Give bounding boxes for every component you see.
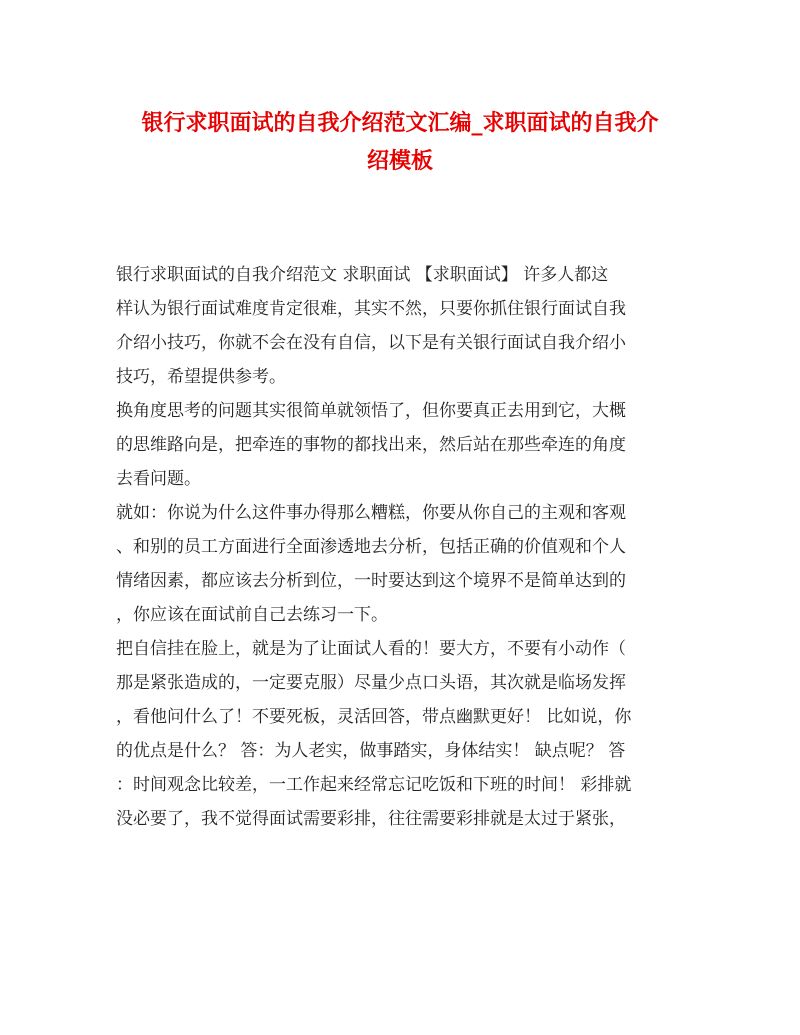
paragraph-line: ，看他问什么了！不要死板，灵活回答，带点幽默更好！ 比如说，你 bbox=[116, 707, 632, 727]
paragraph-line: 银行求职面试的自我介绍范文 求职面试 【求职面试】 许多人都这 bbox=[116, 265, 609, 285]
document-body bbox=[116, 258, 686, 836]
paragraph bbox=[116, 394, 686, 496]
paragraph bbox=[116, 632, 686, 836]
paragraph-line: 换角度思考的问题其实很简单就领悟了，但你要真正去用到它，大概 bbox=[116, 401, 626, 421]
title-line: 银行求职面试的自我介绍范文汇编_求职面试的自我介 bbox=[141, 110, 659, 136]
paragraph-line: 技巧，希望提供参考。 bbox=[116, 367, 286, 387]
paragraph-line: 情绪因素，都应该去分析到位，一时要达到这个境界不是简单达到的 bbox=[116, 571, 626, 591]
paragraph-line: ：时间观念比较差，一工作起来经常忘记吃饭和下班的时间！ 彩排就 bbox=[116, 775, 632, 795]
paragraph-line: 那是紧张造成的，一定要克服）尽量少点口头语，其次就是临场发挥 bbox=[116, 673, 626, 693]
paragraph-line: 去看问题。 bbox=[116, 469, 201, 489]
paragraph-line: 的思维路向是，把牵连的事物的都找出来，然后站在那些牵连的角度 bbox=[116, 435, 626, 455]
paragraph-line: 就如：你说为什么这件事办得那么糟糕，你要从你自己的主观和客观 bbox=[116, 503, 626, 523]
paragraph-line: 样认为银行面试难度肯定很难，其实不然，只要你抓住银行面试自我 bbox=[116, 299, 626, 319]
paragraph-line: 介绍小技巧，你就不会在没有自信，以下是有关银行面试自我介绍小 bbox=[116, 333, 626, 353]
paragraph-line: 把自信挂在脸上，就是为了让面试人看的！要大方，不要有小动作（ bbox=[116, 639, 626, 659]
document-title bbox=[100, 104, 700, 180]
paragraph-line: 的优点是什么？ 答：为人老实，做事踏实，身体结实！ 缺点呢？ 答 bbox=[116, 741, 626, 761]
paragraph bbox=[116, 258, 686, 394]
paragraph bbox=[116, 496, 686, 632]
paragraph-line: 、和别的员工方面进行全面渗透地去分析，包括正确的价值观和个人 bbox=[116, 537, 626, 557]
paragraph-line: 没必要了，我不觉得面试需要彩排，往往需要彩排就是太过于紧张， bbox=[116, 809, 626, 829]
paragraph-line: ，你应该在面试前自己去练习一下。 bbox=[116, 605, 388, 625]
title-line: 绍模板 bbox=[366, 148, 433, 174]
